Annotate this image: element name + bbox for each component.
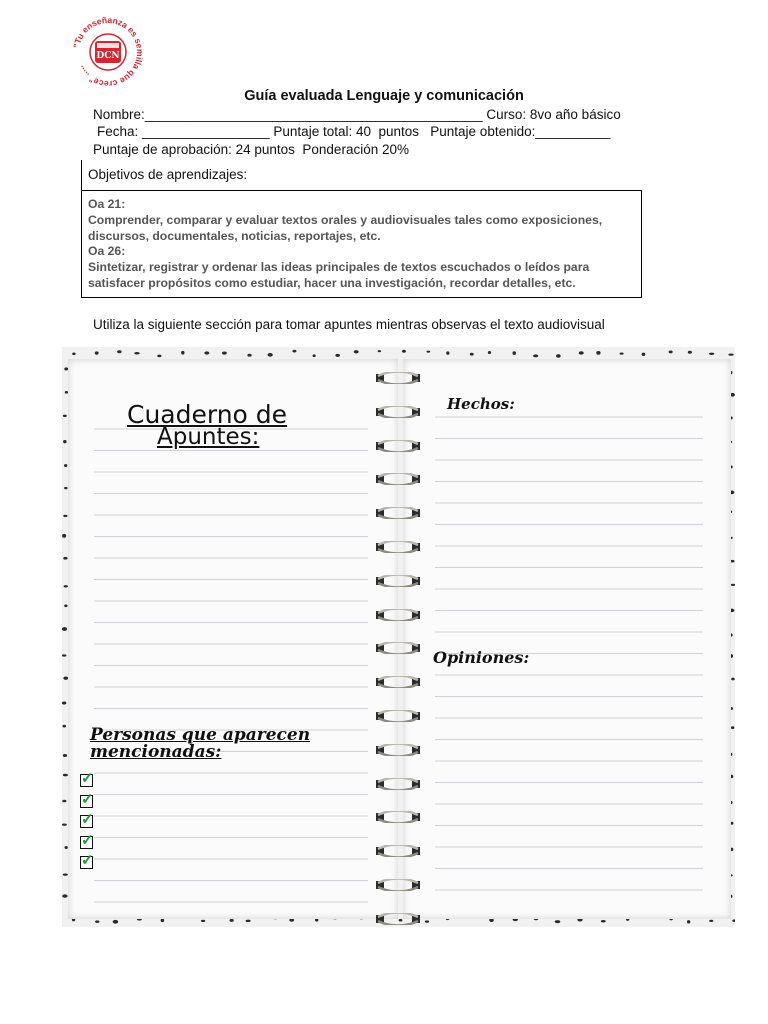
spiral-ring xyxy=(374,709,422,721)
spiral-ring xyxy=(374,777,422,789)
spiral-ring xyxy=(374,743,422,755)
spiral-ring xyxy=(374,472,422,484)
notebook-title-line1: Cuaderno de xyxy=(127,400,288,429)
hechos-label: Hechos: xyxy=(447,395,515,413)
spiral-ring xyxy=(374,439,422,451)
checkmark-icon: ✓ xyxy=(81,852,94,869)
spiral-ring xyxy=(374,675,422,687)
objectives-label: Objetivos de aprendizajes: xyxy=(88,167,248,182)
logo-center-text: DCN xyxy=(96,51,120,61)
spiral-ring xyxy=(374,608,422,620)
instruction-text: Utiliza la siguiente sección para tomar apuntes mientras observas el texto audiovisual xyxy=(93,317,605,332)
oa21-line1: Comprender, comparar y evaluar textos orales y audiovisuales tales como exposiciones, xyxy=(88,213,603,227)
personas-heading-line1: Personas que aparecen xyxy=(90,725,311,745)
checkmark-icon: ✓ xyxy=(81,831,94,849)
oa21-title: Oa 21: xyxy=(88,197,126,211)
oa26-title: Oa 26: xyxy=(88,244,126,258)
school-logo xyxy=(70,14,146,90)
logo-ring-text: "Tu enseñanza es semilla que crece" ..... xyxy=(71,14,146,90)
spiral-ring xyxy=(374,844,422,856)
spiral-ring xyxy=(374,912,422,924)
spiral-ring xyxy=(374,878,422,890)
personas-heading-line2: mencionadas: xyxy=(90,742,222,762)
spiral-ring xyxy=(374,574,422,586)
oa21-line2: discursos, documentales, noticias, reportajes, etc. xyxy=(88,229,381,243)
objectives-box xyxy=(81,190,642,298)
spiral-ring xyxy=(374,810,422,822)
date-score-line: Fecha: _________________ Puntaje total: 40 puntos Puntaje obtenido:__________ xyxy=(97,124,611,139)
name-course-line: Nombre:_____________________________________________ Curso: 8vo año básico xyxy=(93,107,621,122)
spiral-ring xyxy=(374,506,422,518)
approval-line: Puntaje de aprobación: 24 puntos Ponderación 20% xyxy=(93,142,409,157)
spiral-ring xyxy=(374,641,422,653)
checkmark-icon: ✓ xyxy=(81,790,94,808)
spiral-binding xyxy=(62,347,735,927)
spiral-ring xyxy=(374,405,422,417)
notebook xyxy=(62,347,735,927)
opiniones-label: Opiniones: xyxy=(433,648,530,667)
spiral-ring xyxy=(374,540,422,552)
page-title: Guía evaluada Lenguaje y comunicación xyxy=(244,88,524,104)
oa26-line1: Sintetizar, registrar y ordenar las ideas principales de textos escuchados o leídos para xyxy=(88,260,590,274)
checkmark-icon: ✓ xyxy=(81,770,94,787)
oa26-line2: satisfacer propósitos como estudiar, hacer una investigación, recordar detalles, etc. xyxy=(88,276,576,290)
spiral-ring xyxy=(374,371,422,383)
notebook-title-line2: Apuntes: xyxy=(157,424,260,450)
checkmark-icon: ✓ xyxy=(81,811,94,828)
